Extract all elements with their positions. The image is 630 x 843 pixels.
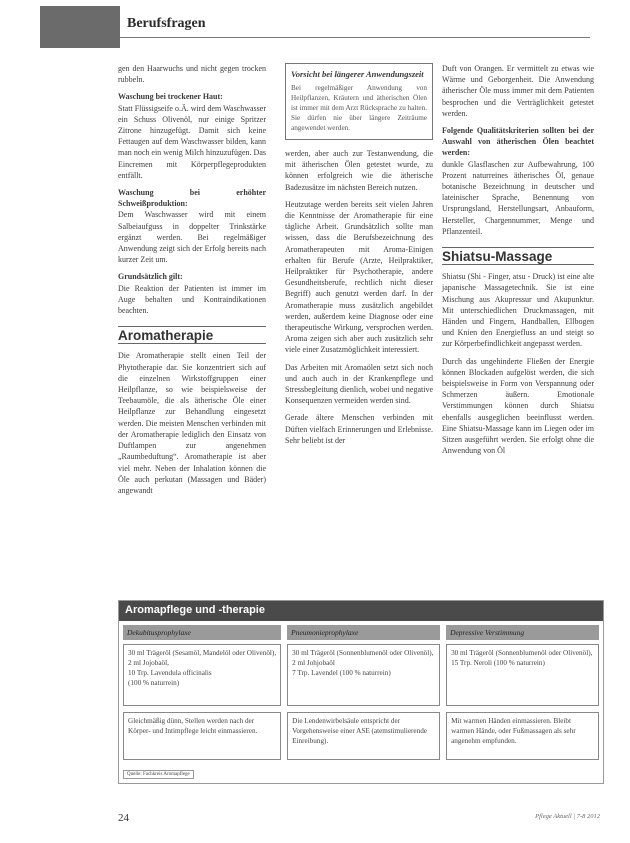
recipe-line: 30 ml Trägeröl (Sonnenblumenöl oder Olivenöl), — [451, 649, 593, 657]
warning-box-text: Bei regelmäßiger Anwendung von Heilpflanzen, Kräutern und ätherischen Ölen ist immer mit dem Arzt Rücksprache zu halten. Sie dürfen nie über längere Zeiträume angewendet werden. — [291, 84, 427, 132]
recipe-line: (100 % naturrein) — [128, 679, 180, 687]
header-gray-block — [40, 6, 120, 48]
page-number: 24 — [118, 812, 129, 824]
paragraph: gen den Haarwuchs und nicht gegen trocken rubbeln. — [118, 64, 266, 85]
aroma-col-head: Pneumonieprophylaxe — [287, 625, 440, 640]
paragraph-text: Die Reaktion der Patienten ist immer im Auge behalten und Kontraindikationen beachten. — [118, 283, 266, 316]
paragraph — [118, 187, 266, 265]
warning-box-title: Vorsicht bei längerer Anwendungszeit — [291, 69, 424, 79]
aroma-cell — [287, 712, 440, 760]
aroma-cell — [123, 644, 281, 706]
paragraph: Das Arbeiten mit Aromaölen setzt sich noch und auch auch in der Krankenpflege und Stressbegleitung dienlich, wobei und negative Konsequenzen vermeiden werden sind. — [285, 362, 433, 406]
subheading: Folgende Qualitätskriterien sollten bei der Auswahl von ätherischen Ölen beachtet werden: — [442, 126, 594, 158]
column-3 — [442, 63, 594, 463]
paragraph-text: Statt Flüssigseife o.Ä. wird dem Waschwasser ein Schuss Olivenöl, nur einige Spritzer Zitrone hinzugefügt. Damit sich keine Fettaugen auf dem Waschwasser bilden, kann man noch ein wenig Milch hinzuzufügen. Das Eincremen mit Körperpflegeprodukten entfällt. — [118, 103, 266, 180]
recipe-line: 30 ml Trägeröl (Sonnenblumenöl oder Olivenöl), — [292, 649, 434, 657]
recipe-line: 2 ml Johjobaöl — [292, 659, 335, 667]
recipe-line: 10 Trp. Lavendula officinalis — [128, 669, 212, 677]
aromatherapy-heading: Aromatherapie — [118, 326, 266, 344]
instruction-text: Die Lendenwirbelsäule entspricht der Vorgehensweise einer ASE (atemstimulierende Einreibung). — [292, 717, 427, 745]
aroma-col-head: Dekubitusprophylaxe — [123, 625, 281, 640]
source-note: Quelle: Fachkreis Aromapflege — [123, 770, 194, 779]
shiatsu-heading: Shiatsu-Massage — [442, 247, 594, 265]
paragraph: werden, aber auch zur Testanwendung, die mit ätherischen Ölen getestet wurde, zu können erfolgreich wie die ätherische Badezusätze im nächsten Bereich nutzen. — [285, 149, 433, 192]
header-divider — [120, 37, 590, 38]
aroma-col-head: Depressive Verstimmung — [446, 625, 599, 640]
paragraph-text: Dem Waschwasser wird mit einem Salbeiaufguss in doppelter Trinkstärke ergänzt werden. Bei regelmäßiger Anwendung zeigt sich der Erfolg bereits nach kurzer Zeit um. — [118, 210, 266, 265]
recipe-line: 30 ml Trägeröl (Sesamöl, Mandelöl oder Olivenöl), — [128, 649, 277, 657]
instruction-text: Gleichmäßig dünn, Stellen werden nach der Körper- und Intimpflege leicht einmassieren. — [128, 717, 258, 735]
paragraph: Shiatsu (Shi - Finger, atsu - Druck) ist eine alte japanische Massagetechnik. Sie ist eine Mischung aus Akupressur und Akupunktur. Mit unterschiedlichen Druckmassagen, mit Händen und Fingern, Handballen, Ellbogen und Knien den Energiefluss an und steigt so zur Körperbefindlichkeit angepasst werden. — [442, 272, 594, 349]
paragraph: Gerade ältere Menschen verbinden mit Düften vielfach Erinnerungen und Erlebnisse. Sehr beliebt ist der — [285, 413, 433, 445]
recipe-line: 2 ml Jojobaöl, — [128, 659, 169, 667]
aroma-info-box — [118, 600, 604, 784]
section-title: Berufsfragen — [127, 16, 206, 31]
instruction-text: Mit warmen Händen einmassieren. Bleibt warmen Hände, oder Fußmassagen als sehr angenehm empfunden. — [451, 717, 576, 745]
paragraph — [118, 91, 266, 181]
subheading: Grundsätzlich gilt: — [118, 272, 183, 282]
aroma-cell — [446, 712, 599, 760]
aroma-grid — [119, 621, 603, 760]
warning-box — [285, 63, 433, 140]
subheading: Waschung bei erhöhter Schweißproduktion: — [118, 188, 266, 209]
recipe-line: 7 Trp. Lavendel (100 % naturrein) — [292, 669, 391, 677]
aroma-cell — [446, 644, 599, 706]
column-1 — [118, 63, 266, 502]
recipe-line: 15 Trp. Neroli (100 % naturrein) — [451, 659, 545, 667]
aroma-cell — [287, 644, 440, 706]
subheading: Waschung bei trockener Haut: — [118, 92, 223, 102]
publication-footer: Pflege Aktuell | 7-8 2012 — [535, 813, 600, 820]
aroma-cell — [123, 712, 281, 760]
paragraph — [442, 125, 594, 237]
column-2 — [285, 63, 433, 452]
paragraph: Durch das ungehinderte Fließen der Energie können Blockaden aufgelöst werden, die sich beispielsweise in Form von Verspannung oder Schmerzen äußern. Emotionale Verstimmungen können durch Shiatsu ebenfalls ausgeglichen beeinflusst werden. Eine Shiatsu-Massage kann im Liegen oder im Sitzen ausgeführt werden. Sie erfolgt ohne die Anwendung von Öl — [442, 356, 594, 456]
paragraph: Duft von Orangen. Er vermittelt zu etwas wie Wärme und Geborgenheit. Die Anwendung ätherischer Öle muss immer mit dem Patienten besprochen und die Verträglichkeit getestet werden. — [442, 64, 594, 118]
paragraph: Heutzutage werden bereits seit vielen Jahren die Kenntnisse der Aromatherapie für eine tägliche Arbeit. Grundsätzlich sollte man wissen, dass die Berufsbezeichnung des Aromatherapeuten mit Aroma-Einigen erhalten für Berufe (Arzte, Heilpraktiker, Heilpraktiker für Psychotherapie, andere Gesundheitsberufe, rechtlich nicht dieser Begriff) auch genutzt werden darf. In der Aromatherapie muss zusätzlich angebildet werden, außerdem keine Diagnose oder eine therapeutische Wirkung, versprochen werden. Aroma zeigen sich aber auch zusätzlich sehr viele einer Zusatzmöglichkeit interessiert. — [285, 199, 433, 355]
paragraph: Die Aromatherapie stellt einen Teil der Phytotherapie dar. Sie konzentriert sich auf die einzelnen Wirkstoffgruppen einer Heilpflanze, so wie beispielsweise der Teebaumöle, die als ätherische Öle einer Heilpflanze zur Behandlung eingesetzt werden. Die meisten Menschen verbinden mit der Aromatherapie lediglich den Einsatz von Duftlampen zur angenehmen „Raumbeduftung“. Aromatherapie ist aber viel mehr. Neben der Inhalation können die Öle auch perkutan (Massagen und Bäder) angewandt — [118, 351, 266, 495]
paragraph — [118, 271, 266, 316]
paragraph-text: dunkle Glasflaschen zur Aufbewahrung, 100 Prozent naturreines ätherisches Öl, genaue botanische Bezeichnung in deutscher und lateinischer Sprache, Benennung von Ursprungsland, Herstellungsart, Anbauform, Hersteller, Chargennummer, Menge und Pflanzenteil. — [442, 159, 594, 236]
aroma-box-title: Aromapflege und -therapie — [119, 601, 603, 621]
